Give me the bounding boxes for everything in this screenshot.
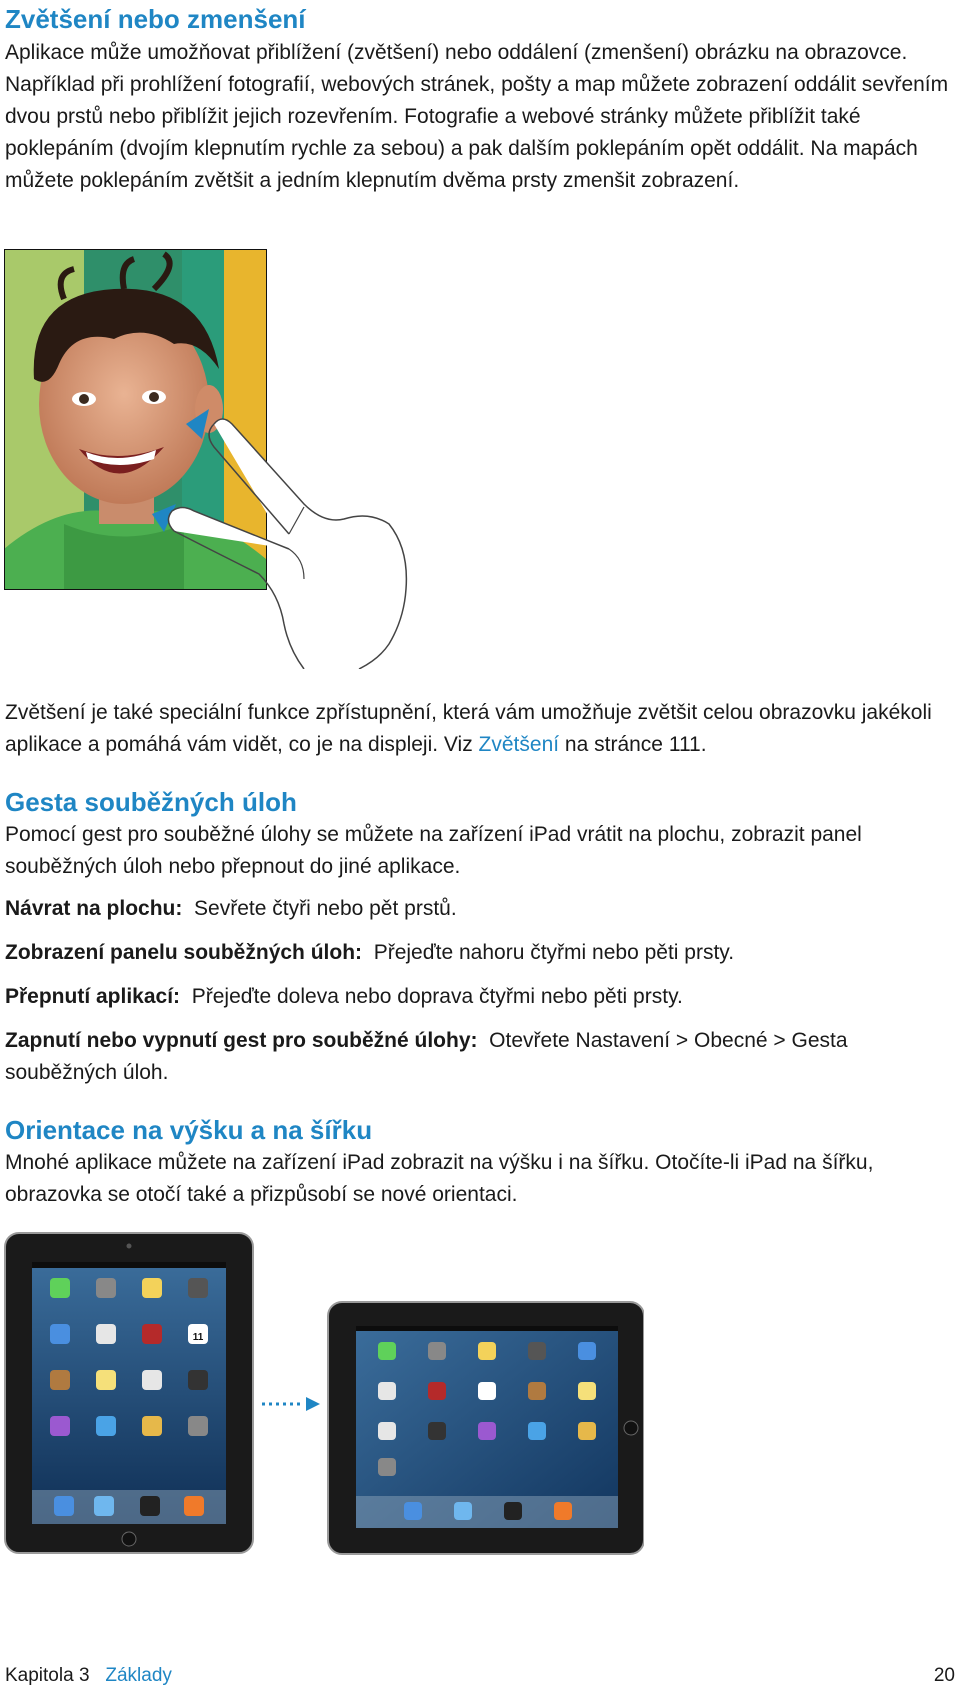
accessibility-paragraph: Zvětšení je také speciální funkce zpřístupnění, která vám umožňuje zvětšit celou obrazovku jakékoli aplikace a pomáhá vám vidět, co je na displeji. Viz Zvětšení na stránce 111. [5, 701, 932, 756]
section-title-orientation: Orientace na výšku a na šířku [5, 1115, 373, 1145]
rotation-arrow [262, 1397, 320, 1411]
section-title-multitasking: Gesta souběžných úloh [5, 787, 297, 817]
pinch-gesture-illustration [4, 249, 419, 669]
gesture-item: Přepnutí aplikací: Přejeďte doleva nebo doprava čtyřmi nebo pěti prsty. [5, 985, 683, 1008]
page-footer [5, 1665, 955, 1689]
gesture-item: Návrat na plochu: Sevřete čtyři nebo pět prstů. [5, 897, 457, 920]
ipad-portrait [5, 1233, 253, 1553]
gesture-label: Zobrazení panelu souběžných úloh: [5, 941, 363, 964]
orientation-paragraph: Mnohé aplikace můžete na zařízení iPad zobrazit na výšku i na šířku. Otočíte-li iPad na šířku, obrazovka se otočí také a přizpůsobí se nové orientaci. [5, 1151, 874, 1206]
gesture-item: Zapnutí nebo vypnutí gest pro souběžné úlohy: Otevřete Nastavení > Obecné > Gesta souběžných úloh. [5, 1029, 848, 1084]
gesture-label: Návrat na plochu: [5, 897, 183, 920]
ipad-orientation-illustration [4, 1232, 644, 1557]
chapter-name-link[interactable]: Základy [105, 1665, 172, 1686]
gesture-label: Přepnutí aplikací: [5, 985, 181, 1008]
zoom-paragraph: Aplikace může umožňovat přiblížení (zvětšení) nebo oddálení (zmenšení) obrázku na obrazovce. Například při prohlížení fotografií, webových stránek, pošty a map můžete zobrazení oddálit sevřením dvou prstů nebo přiblížit jejich rozevřením. Fotografie a webové stránky můžete přiblížit také poklepáním (dvojím klepnutím rychle za sebou) a pak dalším poklepáním opět oddálit. Na mapách můžete poklepáním zvětšit a jedním klepnutím dvěma prsty zmenšit zobrazení. [5, 41, 949, 192]
zoom-link[interactable]: Zvětšení [478, 733, 560, 756]
calendar-day: 11 [192, 1332, 204, 1343]
boy-photo-with-hand [4, 249, 419, 669]
gesture-item: Zobrazení panelu souběžných úloh: Přejeďte nahoru čtyřmi nebo pěti prsty. [5, 941, 735, 964]
gesture-label: Zapnutí nebo vypnutí gest pro souběžné úlohy: [5, 1029, 478, 1052]
ipad-rotation-graphic [4, 1232, 644, 1557]
multitasking-intro: Pomocí gest pro souběžné úlohy se můžete na zařízení iPad vrátit na plochu, zobrazit panel souběžných úloh nebo přepnout do jiné aplikace. [5, 823, 862, 878]
ipad-landscape [328, 1302, 644, 1554]
page-number: 20 [933, 1665, 955, 1686]
section-title-zoom: Zvětšení nebo zmenšení [5, 4, 306, 34]
chapter-label: Kapitola 3 [5, 1665, 90, 1686]
